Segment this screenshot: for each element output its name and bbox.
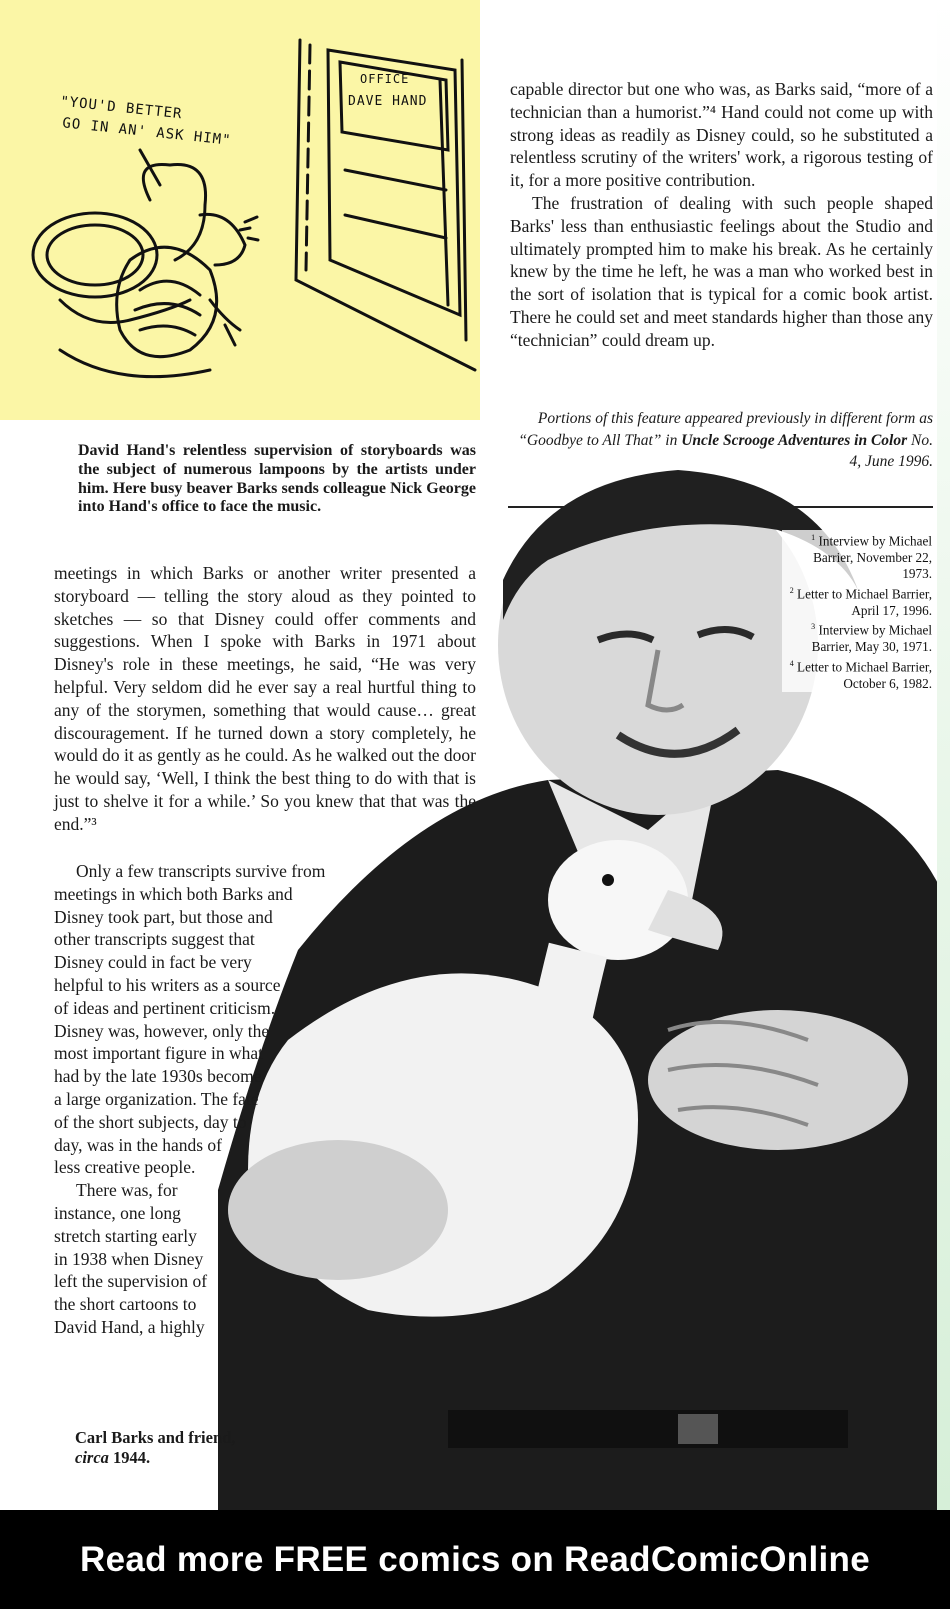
p2-line-11: a large organization. The fate: [54, 1088, 259, 1109]
footnote-4-text: Letter to Michael Barrier, October 6, 1982.: [797, 659, 932, 691]
p2-line-9: most important figure in what: [54, 1043, 263, 1064]
left-paragraph-2: [54, 860, 325, 1339]
p2-line-12: of the short subjects, day to: [54, 1111, 247, 1132]
p2-line-14: less creative people.: [54, 1157, 196, 1178]
p2-line-10: had by the late 1930s become: [54, 1066, 262, 1087]
footnote-3: [782, 619, 932, 655]
footnote-1-text: Interview by Michael Barrier, November 22, 1973.: [813, 533, 932, 582]
footnote-2: [782, 583, 932, 619]
p3-line-1: There was, for: [76, 1180, 178, 1201]
credit-suffix: No. 4, June 1996.: [849, 431, 933, 470]
p2-line-13: day, was in the hands of: [54, 1134, 222, 1155]
speech-line-2: GO IN AN' ASK HIM": [61, 115, 233, 149]
speech-line-1: "YOU'D BETTER: [59, 93, 184, 123]
p3-line-6: the short cartoons to: [54, 1294, 197, 1315]
right-paragraph-2: The frustration of dealing with such people shaped Barks' less than enthusiastic feelings about the Studio and ultimately prompted him to make his break. As he certainly knew by the time he left, he was a man who worked best in the sort of isolation that is typical for a comic book artist. There he could set and meet standards higher than those any “technician” could dream up.: [510, 192, 933, 350]
right-column-text: [510, 78, 933, 352]
p3-line-4: in 1938 when Disney: [54, 1248, 204, 1269]
page-edge-strip: [937, 0, 950, 1510]
sketch-caption: David Hand's relentless supervision of storyboards was the subject of numerous lampoons by the artists under him. Here busy beaver Barks sends colleague Nick George into Hand's office to face the music.: [78, 442, 476, 516]
footnote-1: [782, 530, 932, 583]
footnote-4-number: 4: [789, 658, 794, 668]
photo-caption-circa: circa: [75, 1448, 109, 1467]
footnote-3-text: Interview by Michael Barrier, May 30, 1971.: [811, 622, 932, 655]
beaver-sketch-drawing: [0, 0, 480, 420]
p3-line-3: stretch starting early: [54, 1225, 197, 1246]
door-sign-line-2: DAVE HAND: [348, 94, 428, 109]
photo-caption: [75, 1428, 235, 1468]
footnotes: [782, 530, 932, 692]
credit-prefix: Portions of this feature appeared previously in different form as “Goodbye to All That” in: [518, 410, 933, 449]
door-sign-line-1: OFFICE: [360, 72, 410, 86]
footnote-3-number: 3: [811, 622, 816, 632]
left-paragraph-1: meetings in which Barks or another writer presented a storyboard — telling the story aloud as they pointed to sketches — so that Disney could offer comments and suggestions. When I spoke with Barks in 1971 about Disney's role in these meetings, he said, “He was very helpful. Very seldom did he ever say a real hurtful thing to any of the storymen, something that would cause… great discouragement. If he turned down a story completely, he would do it as gently as he could. As he walked out the door he would say, ‘Well, I think the best thing to do with that is just to shelve it for a while.’ So you knew that that was the end.”³: [54, 563, 476, 834]
photo-caption-line-1: Carl Barks and friend,: [75, 1428, 236, 1447]
credit-title: Uncle Scrooge Adventures in Color: [681, 431, 908, 449]
p3-line-7: David Hand, a highly: [54, 1316, 205, 1337]
p3-line-2: instance, one long: [54, 1202, 181, 1223]
right-paragraph-1: capable director but one who was, as Barks said, “more of a technician than a humorist.”⁴ Hand could not come up with strong ideas as readily as Disney could, so he substituted a relentless scrutiny of the writers' work, a rigorous testing of it, for a more positive contribution.: [510, 79, 933, 191]
photo-caption-year: 1944.: [108, 1448, 151, 1467]
sketch-illustration: [0, 0, 480, 420]
footnote-2-text: Letter to Michael Barrier, April 17, 1996.: [797, 586, 932, 618]
footnote-4: [782, 656, 932, 692]
p2-line-6: helpful to his writers as a source: [54, 974, 281, 995]
footnote-2-number: 2: [789, 585, 794, 595]
p2-line-8: Disney was, however, only the: [54, 1020, 270, 1041]
p2-line-3: Disney took part, but those and: [54, 906, 273, 927]
p2-line-1: Only a few transcripts survive from: [76, 861, 326, 881]
p2-line-5: Disney could in fact be very: [54, 952, 252, 973]
p2-line-4: other transcripts suggest that: [54, 929, 255, 950]
publication-credit: [510, 408, 933, 473]
promo-banner[interactable]: Read more FREE comics on ReadComicOnline: [0, 1510, 950, 1609]
p2-line-2: meetings in which both Barks and: [54, 883, 293, 904]
p2-line-7: of ideas and pertinent criticism.: [54, 997, 276, 1018]
p3-line-5: left the supervision of: [54, 1271, 208, 1292]
footnote-1-number: 1: [811, 533, 816, 542]
